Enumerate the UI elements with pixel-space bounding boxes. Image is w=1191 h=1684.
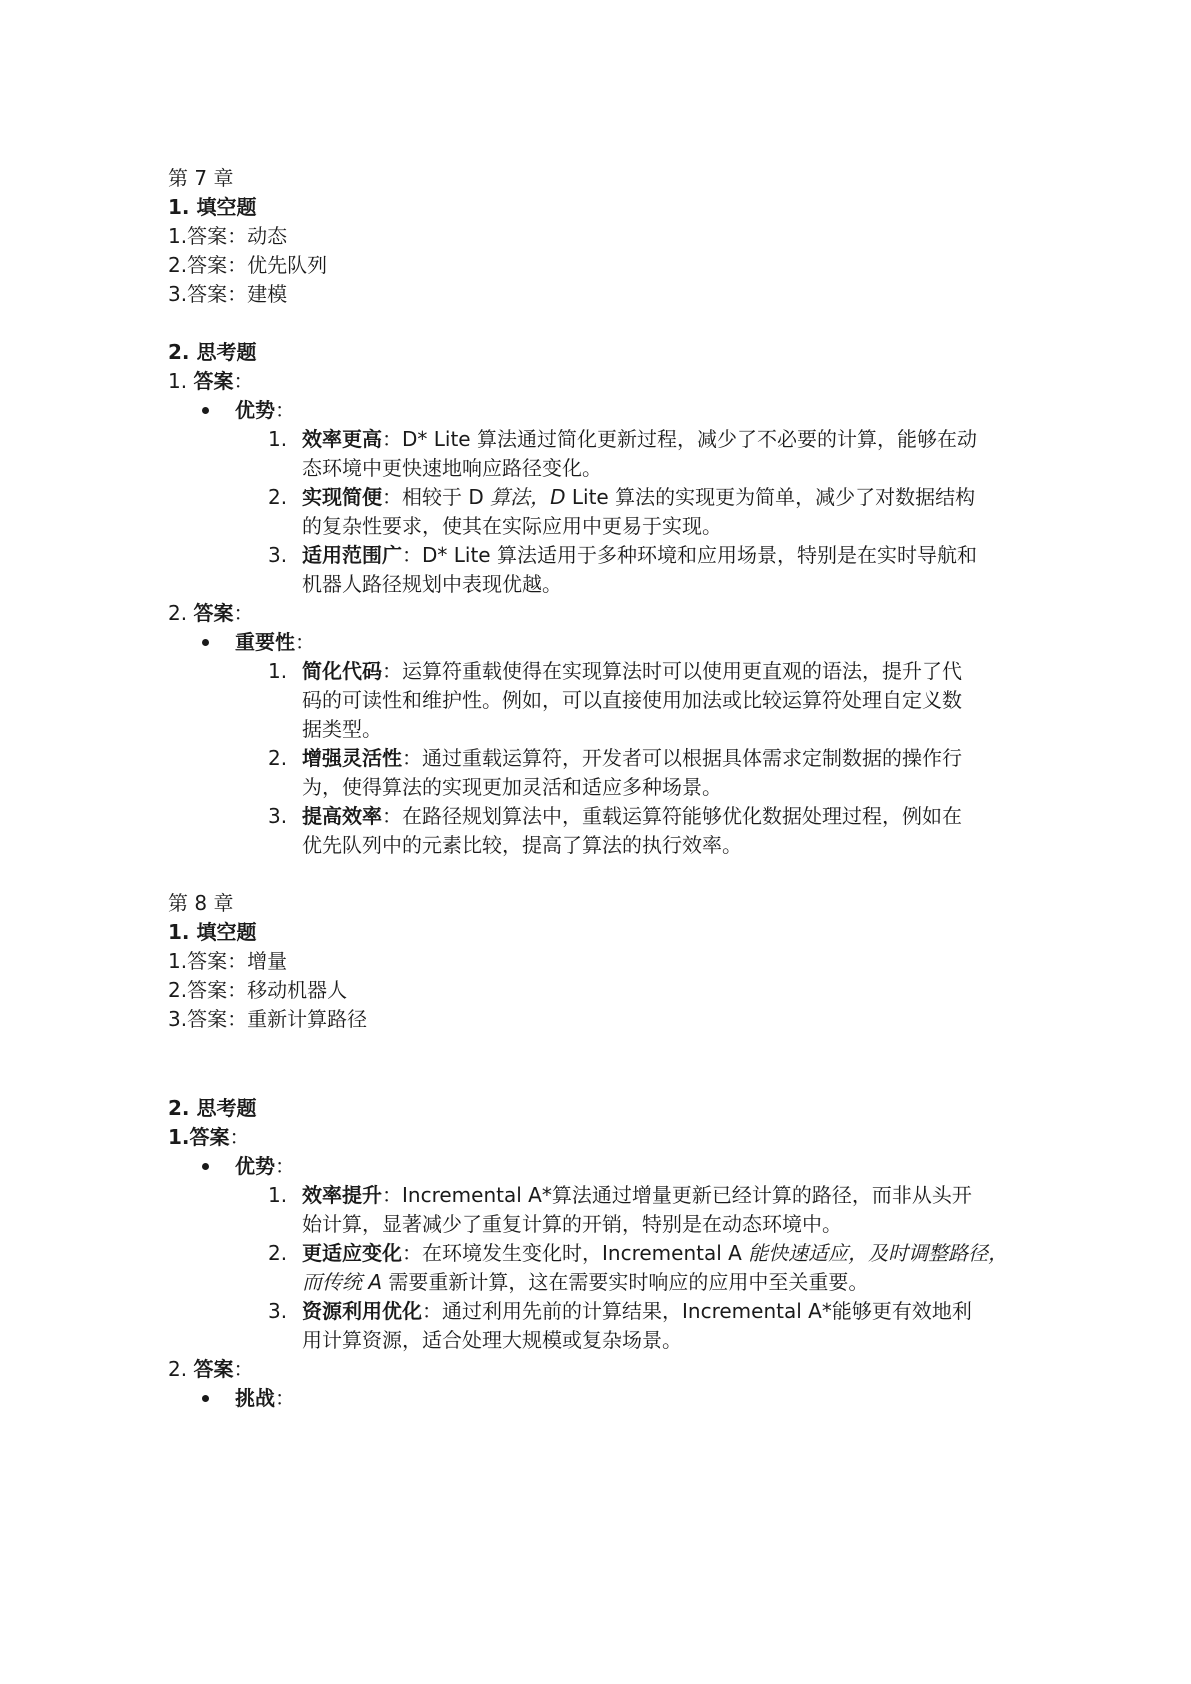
- ch8-q1-item-3: 资源利用优化：通过利用先前的计算结果，Incremental A*能够更有效地利: [302, 1299, 972, 1323]
- ch7-fill-answer-1: 1.答案：动态: [168, 224, 288, 248]
- chapter-8-title: 第 8 章: [168, 891, 234, 915]
- bullet-icon: [202, 407, 209, 414]
- bullet-icon: [202, 1395, 209, 1402]
- ch7-q1-item-2-cont: 的复杂性要求，使其在实际应用中更易于实现。: [302, 514, 722, 538]
- ch7-fill-heading: 1. 填空题: [168, 195, 257, 219]
- ch8-fill-answer-2: 2.答案：移动机器人: [168, 978, 348, 1002]
- ch7-fill-answer-2: 2.答案：优先队列: [168, 253, 328, 277]
- ch7-q1-item-2: 实现简便：相较于 D 算法，D Lite 算法的实现更为简单，减少了对数据结构: [302, 485, 976, 509]
- ch7-q2-item-2-num: 2.: [268, 746, 288, 770]
- ch8-fill-heading: 1. 填空题: [168, 920, 257, 944]
- ch7-q2-item-1-num: 1.: [268, 659, 288, 683]
- ch7-q2-item-1: 简化代码：运算符重载使得在实现算法时可以使用更直观的语法，提升了代: [302, 659, 962, 683]
- ch7-q1-answer-label: 1. 答案：: [168, 369, 254, 393]
- ch8-q1-item-2-cont: 而传统 A 需要重新计算，这在需要实时响应的应用中至关重要。: [302, 1270, 869, 1294]
- ch8-q1-item-3-num: 3.: [268, 1299, 288, 1323]
- ch8-q1-item-2-num: 2.: [268, 1241, 288, 1265]
- ch7-q2-item-2-cont: 为，使得算法的实现更加灵活和适应多种场景。: [302, 775, 722, 799]
- ch7-q2-item-1-cont2: 据类型。: [302, 717, 382, 741]
- ch7-q2-item-3: 提高效率：在路径规划算法中，重载运算符能够优化数据处理过程，例如在: [302, 804, 962, 828]
- ch7-q2-item-3-num: 3.: [268, 804, 288, 828]
- ch7-q1-sub: 优势：: [235, 398, 295, 422]
- ch8-q2-answer-label: 2. 答案：: [168, 1357, 254, 1381]
- ch8-fill-answer-3: 3.答案：重新计算路径: [168, 1007, 368, 1031]
- ch8-q1-item-3-cont: 用计算资源，适合处理大规模或复杂场景。: [302, 1328, 682, 1352]
- ch8-q1-item-1: 效率提升：Incremental A*算法通过增量更新已经计算的路径，而非从头开: [302, 1183, 972, 1207]
- bullet-icon: [202, 639, 209, 646]
- ch7-q1-item-3-cont: 机器人路径规划中表现优越。: [302, 572, 562, 596]
- ch8-q2-sub: 挑战：: [235, 1386, 295, 1410]
- chapter-7-title: 第 7 章: [168, 166, 234, 190]
- ch7-q2-item-1-cont: 码的可读性和维护性。例如，可以直接使用加法或比较运算符处理自定义数: [302, 688, 962, 712]
- ch7-q2-sub: 重要性：: [235, 630, 315, 654]
- ch8-think-heading: 2. 思考题: [168, 1096, 257, 1120]
- ch8-q1-item-1-cont: 始计算，显著减少了重复计算的开销，特别是在动态环境中。: [302, 1212, 842, 1236]
- ch7-q1-item-1-num: 1.: [268, 427, 288, 451]
- ch7-q1-item-2-num: 2.: [268, 485, 288, 509]
- ch8-q1-item-2: 更适应变化：在环境发生变化时，Incremental A 能快速适应，及时调整路径，: [302, 1241, 1009, 1265]
- ch8-q1-item-1-num: 1.: [268, 1183, 288, 1207]
- bullet-icon: [202, 1163, 209, 1170]
- ch7-q1-item-3: 适用范围广：D* Lite 算法适用于多种环境和应用场景，特别是在实时导航和: [302, 543, 977, 567]
- ch7-fill-answer-3: 3.答案：建模: [168, 282, 288, 306]
- ch7-q1-item-3-num: 3.: [268, 543, 288, 567]
- ch7-q2-item-3-cont: 优先队列中的元素比较，提高了算法的执行效率。: [302, 833, 742, 857]
- ch8-q1-sub: 优势：: [235, 1154, 295, 1178]
- ch7-think-heading: 2. 思考题: [168, 340, 257, 364]
- ch7-q1-item-1-cont: 态环境中更快速地响应路径变化。: [302, 456, 602, 480]
- ch8-fill-answer-1: 1.答案：增量: [168, 949, 288, 973]
- ch7-q1-item-1: 效率更高：D* Lite 算法通过简化更新过程，减少了不必要的计算，能够在动: [302, 427, 977, 451]
- ch8-q1-answer-label: 1.答案：: [168, 1125, 250, 1149]
- ch7-q2-answer-label: 2. 答案：: [168, 601, 254, 625]
- ch7-q2-item-2: 增强灵活性：通过重载运算符，开发者可以根据具体需求定制数据的操作行: [302, 746, 962, 770]
